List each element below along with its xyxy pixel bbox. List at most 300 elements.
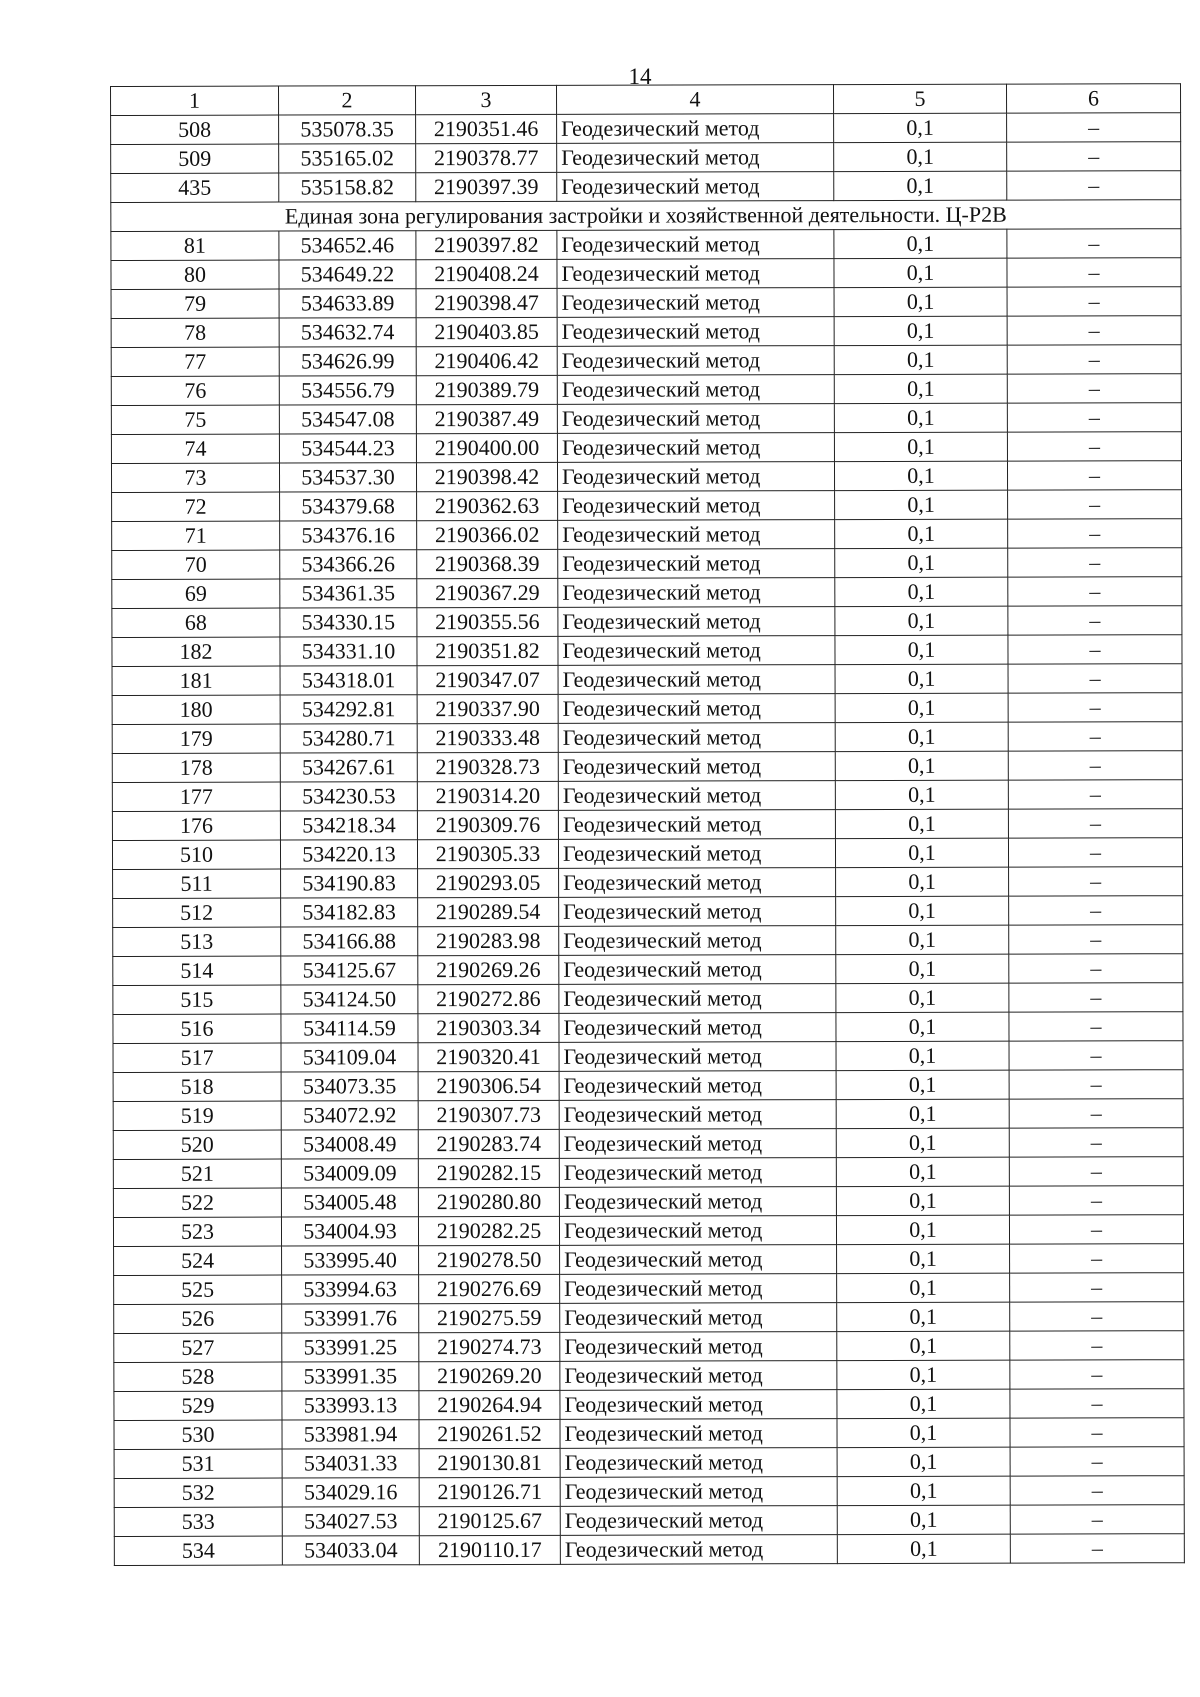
x-coordinate-cell: 535158.82 — [279, 173, 416, 202]
point-number-cell: 511 — [113, 869, 281, 898]
x-coordinate-cell: 534267.61 — [280, 753, 417, 782]
table-row — [113, 983, 1183, 1015]
method-cell: Геодезический метод — [557, 433, 834, 463]
y-coordinate-cell: 2190275.59 — [419, 1303, 560, 1332]
method-cell: Геодезический метод — [559, 897, 836, 927]
table-row — [112, 780, 1182, 812]
method-cell: Геодезический метод — [558, 520, 835, 550]
y-coordinate-cell: 2190397.82 — [416, 230, 557, 259]
y-coordinate-cell: 2190261.52 — [419, 1419, 560, 1448]
note-cell: – — [1008, 577, 1182, 606]
point-number-cell: 76 — [111, 376, 279, 405]
note-cell: – — [1008, 490, 1182, 519]
point-number-cell: 520 — [113, 1130, 281, 1159]
table-row — [111, 171, 1181, 203]
point-number-cell: 176 — [112, 811, 280, 840]
x-coordinate-cell: 534033.04 — [282, 1536, 419, 1565]
method-cell: Геодезический метод — [557, 346, 834, 376]
accuracy-cell: 0,1 — [834, 171, 1007, 200]
method-cell: Геодезический метод — [559, 1158, 836, 1188]
x-coordinate-cell: 534027.53 — [282, 1507, 419, 1536]
point-number-cell: 81 — [111, 231, 279, 260]
method-cell: Геодезический метод — [560, 1332, 837, 1362]
table-row — [111, 461, 1181, 493]
note-cell: – — [1009, 925, 1183, 954]
x-coordinate-cell: 534029.16 — [282, 1478, 419, 1507]
x-coordinate-cell: 534366.26 — [280, 550, 417, 579]
note-cell: – — [1010, 1244, 1184, 1273]
x-coordinate-cell: 534376.16 — [280, 521, 417, 550]
note-cell: – — [1010, 1534, 1184, 1563]
x-coordinate-cell: 534556.79 — [279, 376, 416, 405]
method-cell: Геодезический метод — [560, 1361, 837, 1391]
y-coordinate-cell: 2190307.73 — [418, 1100, 559, 1129]
note-cell: – — [1008, 519, 1182, 548]
note-cell: – — [1010, 1302, 1184, 1331]
point-number-cell: 178 — [112, 753, 280, 782]
note-cell: – — [1008, 606, 1182, 635]
point-number-cell: 517 — [113, 1043, 281, 1072]
accuracy-cell: 0,1 — [836, 954, 1009, 983]
note-cell: – — [1008, 548, 1182, 577]
method-cell: Геодезический метод — [558, 781, 835, 811]
method-cell: Геодезический метод — [560, 1245, 837, 1275]
y-coordinate-cell: 2190333.48 — [417, 723, 558, 752]
table-row — [112, 490, 1182, 522]
point-number-cell: 513 — [113, 927, 281, 956]
method-cell: Геодезический метод — [560, 1303, 837, 1333]
table-row — [113, 867, 1183, 899]
y-coordinate-cell: 2190130.81 — [419, 1448, 560, 1477]
x-coordinate-cell: 534114.59 — [281, 1014, 418, 1043]
note-cell: – — [1008, 664, 1182, 693]
accuracy-cell: 0,1 — [836, 983, 1009, 1012]
y-coordinate-cell: 2190126.71 — [419, 1477, 560, 1506]
accuracy-cell: 0,1 — [835, 751, 1008, 780]
x-coordinate-cell: 534632.74 — [279, 318, 416, 347]
y-coordinate-cell: 2190408.24 — [416, 259, 557, 288]
point-number-cell: 79 — [111, 289, 279, 318]
method-cell: Геодезический метод — [558, 491, 835, 521]
note-cell: – — [1010, 1447, 1184, 1476]
x-coordinate-cell: 534292.81 — [280, 695, 417, 724]
point-number-cell: 182 — [112, 637, 280, 666]
method-cell: Геодезический метод — [560, 1419, 837, 1449]
y-coordinate-cell: 2190305.33 — [417, 839, 558, 868]
note-cell: – — [1007, 316, 1181, 345]
method-cell: Геодезический метод — [558, 665, 835, 695]
table-row — [111, 374, 1181, 406]
x-coordinate-cell: 534008.49 — [281, 1130, 418, 1159]
y-coordinate-cell: 2190337.90 — [417, 694, 558, 723]
y-coordinate-cell: 2190389.79 — [416, 375, 557, 404]
method-cell: Геодезический метод — [558, 752, 835, 782]
note-cell: – — [1009, 1070, 1183, 1099]
x-coordinate-cell: 533991.35 — [282, 1362, 419, 1391]
table-row — [112, 838, 1182, 870]
table-row — [113, 1128, 1183, 1160]
method-cell: Геодезический метод — [557, 259, 834, 289]
table-row — [114, 1389, 1184, 1421]
note-cell: – — [1008, 635, 1182, 664]
method-cell: Геодезический метод — [560, 1506, 837, 1536]
y-coordinate-cell: 2190378.77 — [416, 143, 557, 172]
note-cell: – — [1008, 809, 1182, 838]
table-row — [112, 693, 1182, 725]
method-cell: Геодезический метод — [559, 868, 836, 898]
note-cell: – — [1008, 722, 1182, 751]
y-coordinate-cell: 2190309.76 — [417, 810, 558, 839]
accuracy-cell: 0,1 — [835, 722, 1008, 751]
y-coordinate-cell: 2190303.34 — [418, 1013, 559, 1042]
accuracy-cell: 0,1 — [836, 1186, 1009, 1215]
x-coordinate-cell: 534537.30 — [279, 463, 416, 492]
accuracy-cell: 0,1 — [834, 229, 1007, 258]
y-coordinate-cell: 2190406.42 — [416, 346, 557, 375]
table-row — [112, 809, 1182, 841]
x-coordinate-cell: 533994.63 — [282, 1275, 419, 1304]
accuracy-cell: 0,1 — [836, 1041, 1009, 1070]
y-coordinate-cell: 2190403.85 — [416, 317, 557, 346]
point-number-cell: 181 — [112, 666, 280, 695]
x-coordinate-cell: 534031.33 — [282, 1449, 419, 1478]
table-row — [113, 1186, 1183, 1218]
table-row — [113, 954, 1183, 986]
point-number-cell: 531 — [114, 1449, 282, 1478]
x-coordinate-cell: 535165.02 — [279, 144, 416, 173]
x-coordinate-cell: 533991.76 — [282, 1304, 419, 1333]
accuracy-cell: 0,1 — [836, 867, 1009, 896]
point-number-cell: 534 — [114, 1536, 282, 1565]
note-cell: – — [1008, 751, 1182, 780]
x-coordinate-cell: 534220.13 — [280, 840, 417, 869]
page-number: 14 — [628, 64, 652, 89]
y-coordinate-cell: 2190110.17 — [419, 1535, 560, 1564]
note-cell: – — [1007, 171, 1181, 200]
method-cell: Геодезический метод — [560, 1535, 837, 1565]
x-coordinate-cell: 534166.88 — [281, 927, 418, 956]
method-cell: Геодезический метод — [557, 317, 834, 347]
point-number-cell: 78 — [111, 318, 279, 347]
table-row — [114, 1447, 1184, 1479]
accuracy-cell: 0,1 — [834, 287, 1007, 316]
point-number-cell: 71 — [112, 521, 280, 550]
point-number-cell: 519 — [113, 1101, 281, 1130]
y-coordinate-cell: 2190328.73 — [417, 752, 558, 781]
y-coordinate-cell: 2190293.05 — [418, 868, 559, 897]
method-cell: Геодезический метод — [559, 984, 836, 1014]
accuracy-cell: 0,1 — [836, 1099, 1009, 1128]
coordinates-table-wrapper — [110, 83, 1184, 1566]
x-coordinate-cell: 534230.53 — [280, 782, 417, 811]
accuracy-cell: 0,1 — [837, 1389, 1010, 1418]
x-coordinate-cell: 534005.48 — [281, 1188, 418, 1217]
method-cell: Геодезический метод — [559, 1013, 836, 1043]
accuracy-cell: 0,1 — [834, 316, 1007, 345]
method-cell: Геодезический метод — [560, 1390, 837, 1420]
x-coordinate-cell: 534004.93 — [281, 1217, 418, 1246]
note-cell: – — [1007, 345, 1181, 374]
x-coordinate-cell: 534626.99 — [279, 347, 416, 376]
note-cell: – — [1009, 1186, 1183, 1215]
note-cell: – — [1009, 896, 1183, 925]
note-cell: – — [1010, 1418, 1184, 1447]
accuracy-cell: 0,1 — [836, 925, 1009, 954]
accuracy-cell: 0,1 — [834, 374, 1007, 403]
table-body-before — [111, 113, 1181, 203]
table-row — [112, 606, 1182, 638]
note-cell: – — [1009, 1157, 1183, 1186]
x-coordinate-cell: 533981.94 — [282, 1420, 419, 1449]
note-cell: – — [1009, 1041, 1183, 1070]
method-cell: Геодезический метод — [559, 1042, 836, 1072]
table-row — [112, 548, 1182, 580]
note-cell: – — [1009, 954, 1183, 983]
y-coordinate-cell: 2190351.46 — [416, 114, 557, 143]
point-number-cell: 74 — [111, 434, 279, 463]
point-number-cell: 177 — [112, 782, 280, 811]
point-number-cell: 73 — [111, 463, 279, 492]
note-cell: – — [1007, 432, 1181, 461]
method-cell: Геодезический метод — [558, 607, 835, 637]
x-coordinate-cell: 534009.09 — [281, 1159, 418, 1188]
y-coordinate-cell: 2190362.63 — [417, 491, 558, 520]
point-number-cell: 179 — [112, 724, 280, 753]
x-coordinate-cell: 534190.83 — [281, 869, 418, 898]
note-cell: – — [1010, 1331, 1184, 1360]
x-coordinate-cell: 534547.08 — [279, 405, 416, 434]
table-row — [111, 113, 1181, 145]
table-row — [112, 635, 1182, 667]
x-coordinate-cell: 534072.92 — [281, 1101, 418, 1130]
point-number-cell: 69 — [112, 579, 280, 608]
note-cell: – — [1009, 1099, 1183, 1128]
point-number-cell: 180 — [112, 695, 280, 724]
method-cell: Геодезический метод — [559, 1071, 836, 1101]
method-cell: Геодезический метод — [558, 694, 835, 724]
accuracy-cell: 0,1 — [835, 693, 1008, 722]
point-number-cell: 526 — [114, 1304, 282, 1333]
y-coordinate-cell: 2190351.82 — [417, 636, 558, 665]
note-cell: – — [1010, 1360, 1184, 1389]
accuracy-cell: 0,1 — [837, 1505, 1010, 1534]
accuracy-cell: 0,1 — [836, 1157, 1009, 1186]
accuracy-cell: 0,1 — [836, 1012, 1009, 1041]
header-row — [111, 84, 1181, 116]
section-row — [111, 200, 1181, 232]
table-row — [111, 345, 1181, 377]
y-coordinate-cell: 2190289.54 — [418, 897, 559, 926]
column-header: 3 — [416, 85, 557, 114]
table-row — [111, 258, 1181, 290]
x-coordinate-cell: 534182.83 — [281, 898, 418, 927]
table-row — [114, 1476, 1184, 1508]
note-cell: – — [1008, 838, 1182, 867]
y-coordinate-cell: 2190397.39 — [416, 172, 557, 201]
accuracy-cell: 0,1 — [835, 577, 1008, 606]
accuracy-cell: 0,1 — [837, 1418, 1010, 1447]
point-number-cell: 518 — [113, 1072, 281, 1101]
table-row — [111, 229, 1181, 261]
table-row — [113, 1012, 1183, 1044]
table-row — [112, 751, 1182, 783]
x-coordinate-cell: 534330.15 — [280, 608, 417, 637]
note-cell: – — [1009, 1128, 1183, 1157]
accuracy-cell: 0,1 — [837, 1360, 1010, 1389]
point-number-cell: 532 — [114, 1478, 282, 1507]
x-coordinate-cell: 534280.71 — [280, 724, 417, 753]
method-cell: Геодезический метод — [557, 375, 834, 405]
method-cell: Геодезический метод — [560, 1448, 837, 1478]
note-cell: – — [1007, 403, 1181, 432]
note-cell: – — [1009, 1012, 1183, 1041]
table-row — [113, 1041, 1183, 1073]
x-coordinate-cell: 534331.10 — [280, 637, 417, 666]
table-row — [114, 1273, 1184, 1305]
method-cell: Геодезический метод — [557, 172, 834, 202]
x-coordinate-cell: 534633.89 — [279, 289, 416, 318]
point-number-cell: 77 — [111, 347, 279, 376]
accuracy-cell: 0,1 — [837, 1244, 1010, 1273]
note-cell: – — [1007, 374, 1181, 403]
method-cell: Геодезический метод — [558, 839, 835, 869]
method-cell: Геодезический метод — [557, 143, 834, 173]
x-coordinate-cell: 534109.04 — [281, 1043, 418, 1072]
y-coordinate-cell: 2190366.02 — [417, 520, 558, 549]
method-cell: Геодезический метод — [558, 578, 835, 608]
note-cell: – — [1010, 1476, 1184, 1505]
y-coordinate-cell: 2190264.94 — [419, 1390, 560, 1419]
accuracy-cell: 0,1 — [836, 1070, 1009, 1099]
table-row — [112, 664, 1182, 696]
x-coordinate-cell: 534649.22 — [279, 260, 416, 289]
table-row — [111, 432, 1181, 464]
note-cell: – — [1008, 693, 1182, 722]
y-coordinate-cell: 2190280.80 — [418, 1187, 559, 1216]
point-number-cell: 510 — [112, 840, 280, 869]
method-cell: Геодезический метод — [557, 404, 834, 434]
note-cell: – — [1010, 1389, 1184, 1418]
method-cell: Геодезический метод — [558, 549, 835, 579]
y-coordinate-cell: 2190282.15 — [418, 1158, 559, 1187]
accuracy-cell: 0,1 — [837, 1273, 1010, 1302]
point-number-cell: 522 — [113, 1188, 281, 1217]
point-number-cell: 523 — [113, 1217, 281, 1246]
column-header: 4 — [556, 85, 833, 115]
method-cell: Геодезический метод — [557, 288, 834, 318]
y-coordinate-cell: 2190283.98 — [418, 926, 559, 955]
table-row — [114, 1505, 1184, 1537]
y-coordinate-cell: 2190274.73 — [419, 1332, 560, 1361]
point-number-cell: 512 — [113, 898, 281, 927]
point-number-cell: 80 — [111, 260, 279, 289]
accuracy-cell: 0,1 — [835, 548, 1008, 577]
note-cell: – — [1009, 1215, 1183, 1244]
accuracy-cell: 0,1 — [837, 1534, 1010, 1563]
table-row — [114, 1534, 1184, 1566]
table-row — [113, 1215, 1183, 1247]
x-coordinate-cell: 534361.35 — [280, 579, 417, 608]
table-row — [112, 519, 1182, 551]
accuracy-cell: 0,1 — [835, 780, 1008, 809]
y-coordinate-cell: 2190125.67 — [419, 1506, 560, 1535]
note-cell: – — [1010, 1273, 1184, 1302]
column-header: 1 — [111, 86, 279, 115]
table-body-after — [111, 229, 1184, 1566]
table-row — [111, 316, 1181, 348]
y-coordinate-cell: 2190306.54 — [418, 1071, 559, 1100]
x-coordinate-cell: 534652.46 — [279, 231, 416, 260]
x-coordinate-cell: 535078.35 — [279, 115, 416, 144]
table-row — [112, 577, 1182, 609]
y-coordinate-cell: 2190272.86 — [418, 984, 559, 1013]
note-cell: – — [1008, 780, 1182, 809]
method-cell: Геодезический метод — [559, 1187, 836, 1217]
y-coordinate-cell: 2190320.41 — [418, 1042, 559, 1071]
note-cell: – — [1007, 287, 1181, 316]
method-cell: Геодезический метод — [558, 810, 835, 840]
x-coordinate-cell: 534125.67 — [281, 956, 418, 985]
accuracy-cell: 0,1 — [834, 258, 1007, 287]
method-cell: Геодезический метод — [560, 1274, 837, 1304]
method-cell: Геодезический метод — [558, 636, 835, 666]
accuracy-cell: 0,1 — [836, 1215, 1009, 1244]
method-cell: Геодезический метод — [559, 955, 836, 985]
y-coordinate-cell: 2190398.42 — [416, 462, 557, 491]
accuracy-cell: 0,1 — [835, 490, 1008, 519]
accuracy-cell: 0,1 — [836, 896, 1009, 925]
table-row — [114, 1302, 1184, 1334]
x-coordinate-cell: 534544.23 — [279, 434, 416, 463]
accuracy-cell: 0,1 — [836, 1128, 1009, 1157]
y-coordinate-cell: 2190398.47 — [416, 288, 557, 317]
point-number-cell: 529 — [114, 1391, 282, 1420]
accuracy-cell: 0,1 — [835, 606, 1008, 635]
point-number-cell: 527 — [114, 1333, 282, 1362]
note-cell: – — [1007, 113, 1181, 142]
table-row — [111, 142, 1181, 174]
table-row — [111, 287, 1181, 319]
y-coordinate-cell: 2190278.50 — [419, 1245, 560, 1274]
x-coordinate-cell: 534124.50 — [281, 985, 418, 1014]
point-number-cell: 530 — [114, 1420, 282, 1449]
accuracy-cell: 0,1 — [834, 113, 1007, 142]
accuracy-cell: 0,1 — [837, 1331, 1010, 1360]
accuracy-cell: 0,1 — [834, 142, 1007, 171]
table-row — [113, 896, 1183, 928]
table-row — [114, 1360, 1184, 1392]
table-row — [113, 1157, 1183, 1189]
point-number-cell: 525 — [114, 1275, 282, 1304]
point-number-cell: 75 — [111, 405, 279, 434]
table-row — [112, 722, 1182, 754]
y-coordinate-cell: 2190355.56 — [417, 607, 558, 636]
accuracy-cell: 0,1 — [837, 1447, 1010, 1476]
method-cell: Геодезический метод — [557, 114, 834, 144]
column-header: 6 — [1006, 84, 1180, 113]
y-coordinate-cell: 2190276.69 — [419, 1274, 560, 1303]
accuracy-cell: 0,1 — [835, 838, 1008, 867]
method-cell: Геодезический метод — [559, 1129, 836, 1159]
point-number-cell: 72 — [112, 492, 280, 521]
y-coordinate-cell: 2190347.07 — [417, 665, 558, 694]
accuracy-cell: 0,1 — [835, 664, 1008, 693]
note-cell: – — [1007, 229, 1181, 258]
x-coordinate-cell: 533995.40 — [282, 1246, 419, 1275]
method-cell: Геодезический метод — [559, 1100, 836, 1130]
method-cell: Геодезический метод — [559, 926, 836, 956]
point-number-cell: 521 — [113, 1159, 281, 1188]
